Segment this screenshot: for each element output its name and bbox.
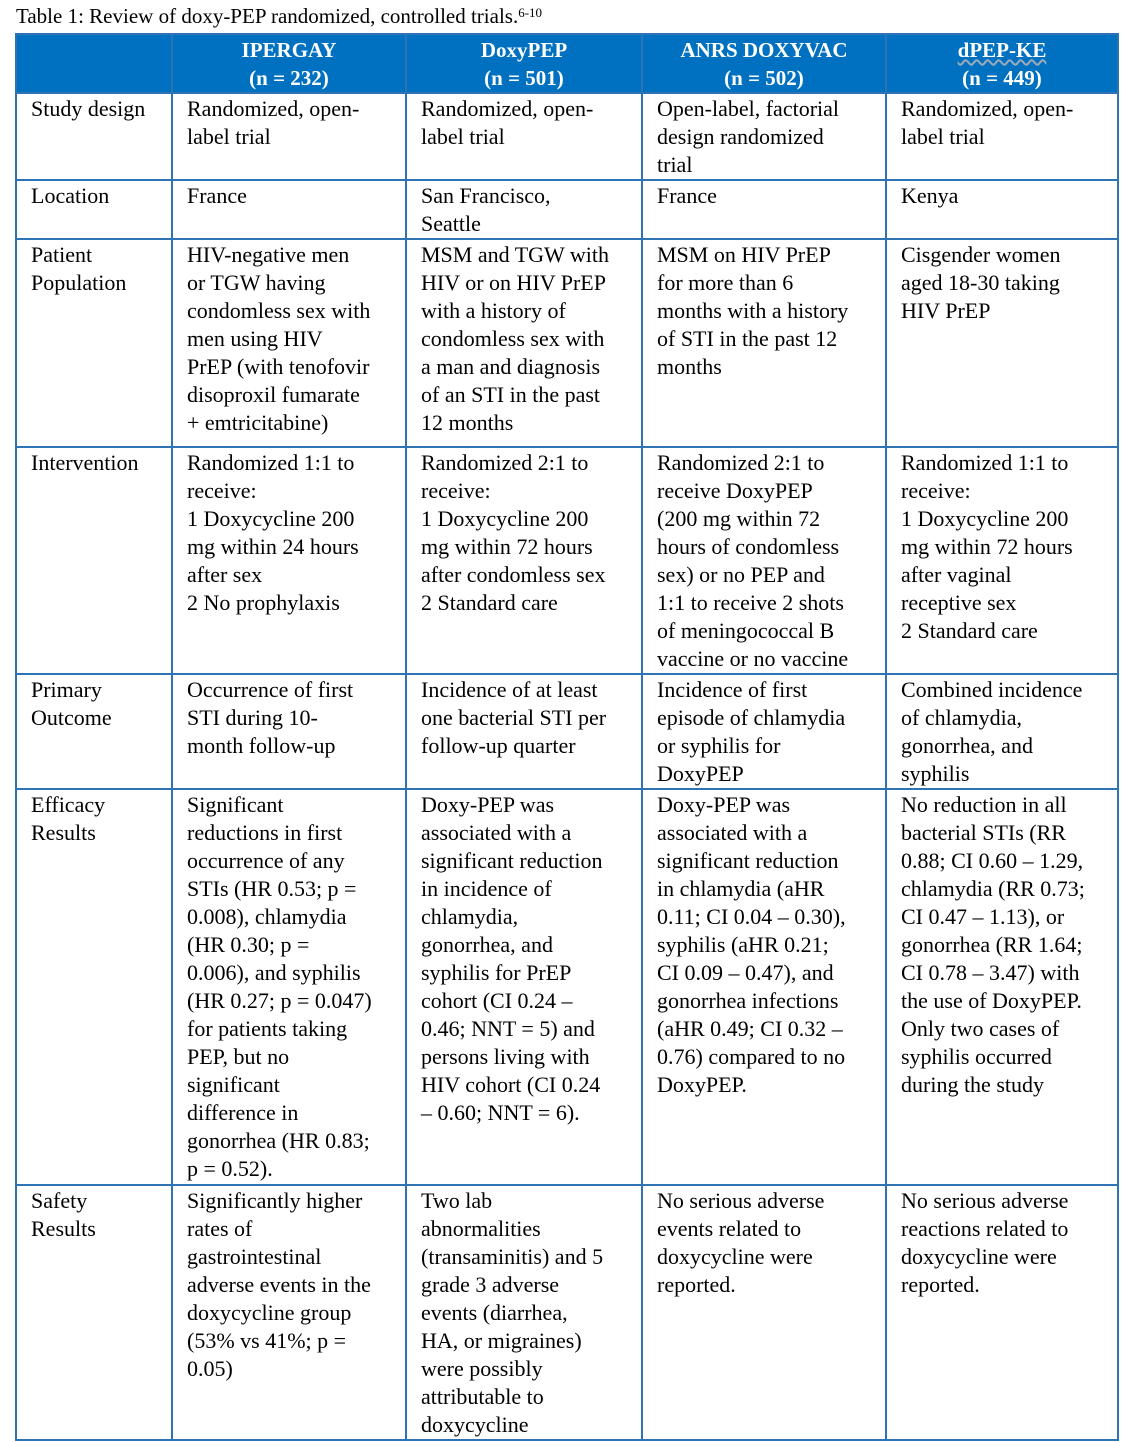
cell-line: reductions in first [187,820,343,845]
table-cell [642,789,886,1185]
cell-line: Efficacy [31,792,106,817]
table-cell [886,447,1118,674]
cell-line: gastrointestinal [187,1244,322,1269]
cell-line: (200 mg within 72 [657,506,821,531]
cell-line: condomless sex with [187,298,371,323]
cell-line: + emtricitabine) [187,410,329,435]
cell-line: MSM and TGW with [421,242,610,267]
cell-line: 0.006), and syphilis [187,960,361,985]
header-empty [16,34,172,93]
cell-line: DoxyPEP [657,761,744,786]
cell-line: Outcome [31,705,112,730]
cell-line: 0.11; CI 0.04 – 0.30), [657,904,846,929]
cell-line: 1 Doxycycline 200 [421,506,589,531]
cell-line: 0.46; NNT = 5) and [421,1016,595,1041]
cell-line: (transaminitis) and 5 [421,1244,604,1269]
cell-line: Seattle [421,211,481,236]
table-row [16,789,1118,1185]
cell-line: reported. [901,1272,980,1297]
cell-line: for patients taking [187,1016,348,1041]
cell-line: Two lab [421,1188,493,1213]
cell-line: 2 No prophylaxis [187,590,340,615]
cell-line: Study design [31,96,146,121]
cell-line: mg within 24 hours [187,534,359,559]
cell-line: Incidence of at least [421,677,598,702]
cell-line: Doxy-PEP was [657,792,791,817]
cell-line: CI 0.47 – 1.13), or [901,904,1065,929]
cell-line: gonorrhea, and [421,932,553,957]
cell-line: Incidence of first [657,677,808,702]
cell-line: – 0.60; NNT = 6). [421,1100,580,1125]
table-row [16,674,1118,789]
cell-line: Kenya [901,183,959,208]
cell-line: condomless sex with [421,326,605,351]
table-cell [642,447,886,674]
trial-name: ANRS DOXYVAC [680,38,848,62]
cell-line: Only two cases of [901,1016,1060,1041]
row-label [16,447,172,674]
cell-line: Randomized, open- [187,96,360,121]
cell-line: Results [31,820,96,845]
cell-line: Randomized 1:1 to [901,450,1069,475]
cell-line: 1 Doxycycline 200 [901,506,1069,531]
cell-line: gonorrhea (RR 1.64; [901,932,1083,957]
cell-line: Cisgender women [901,242,1061,267]
cell-line: the use of DoxyPEP. [901,988,1082,1013]
cell-line: PEP, but no [187,1044,290,1069]
row-label [16,239,172,447]
cell-line: aged 18-30 taking [901,270,1060,295]
cell-line: months with a history [657,298,849,323]
table-cell [172,180,406,239]
table-cell [886,1185,1118,1440]
cell-line: receive: [187,478,257,503]
cell-line: significant [187,1072,280,1097]
cell-line: receive: [901,478,971,503]
trials-table [15,33,1119,1441]
cell-line: PrEP (with tenofovir [187,354,370,379]
cell-line: gonorrhea infections [657,988,839,1013]
cell-line: design randomized [657,124,824,149]
cell-line: HIV or on HIV PrEP [421,270,606,295]
cell-line: of meningococcal B [657,618,835,643]
cell-line: were possibly [421,1356,543,1381]
cell-line: syphilis occurred [901,1044,1052,1069]
cell-line: receive DoxyPEP [657,478,813,503]
cell-line: significant reduction [421,848,603,873]
table-row [16,1185,1118,1440]
cell-line: men using HIV [187,326,323,351]
table-cell [886,239,1118,447]
cell-line: after vaginal [901,562,1012,587]
cell-line: persons living with [421,1044,590,1069]
cell-line: Randomized, open- [901,96,1074,121]
trial-n: (n = 502) [724,66,804,90]
row-label [16,180,172,239]
trial-name: DoxyPEP [480,38,568,62]
cell-line: HIV PrEP [901,298,991,323]
table-row [16,180,1118,239]
cell-line: Doxy-PEP was [421,792,555,817]
cell-line: months [657,354,722,379]
table-cell [642,180,886,239]
cell-line: Significantly higher [187,1188,363,1213]
trial-n: (n = 232) [249,66,329,90]
row-label [16,789,172,1185]
table-cell [406,674,642,789]
trial-n: (n = 501) [484,66,564,90]
cell-line: or syphilis for [657,733,781,758]
cell-line: STI during 10- [187,705,318,730]
cell-line: Randomized 1:1 to [187,450,355,475]
header-dpep-ke [886,34,1118,93]
cell-line: receive: [421,478,491,503]
table-cell [172,1185,406,1440]
cell-line: chlamydia, [421,904,519,929]
cell-line: receptive sex [901,590,1017,615]
cell-line: 2 Standard care [901,618,1038,643]
trial-n: (n = 449) [962,66,1042,90]
cell-line: in chlamydia (aHR [657,876,825,901]
cell-line: Occurrence of first [187,677,354,702]
table-row [16,93,1118,180]
cell-line: bacterial STIs (RR [901,820,1066,845]
cell-line: HA, or migraines) [421,1328,582,1353]
caption-citation: 6-10 [518,5,543,20]
cell-line: reported. [657,1272,736,1297]
cell-line: CI 0.09 – 0.47), and [657,960,834,985]
table-cell [172,789,406,1185]
cell-line: trial [657,152,693,177]
cell-line: associated with a [421,820,572,845]
row-label [16,93,172,180]
cell-line: doxycycline were [901,1244,1057,1269]
cell-line: grade 3 adverse [421,1272,560,1297]
cell-line: during the study [901,1072,1044,1097]
cell-line: significant reduction [657,848,839,873]
header-anrs-doxyvac [642,34,886,93]
cell-line: disoproxil fumarate [187,382,360,407]
cell-line: France [187,183,247,208]
cell-line: chlamydia (RR 0.73; [901,876,1085,901]
table-cell [172,93,406,180]
cell-line: Intervention [31,450,139,475]
cell-line: San Francisco, [421,183,551,208]
header-doxypep [406,34,642,93]
cell-line: Results [31,1216,96,1241]
cell-line: of STI in the past 12 [657,326,838,351]
cell-line: doxycycline were [657,1244,813,1269]
cell-line: after sex [187,562,263,587]
cell-line: syphilis [901,761,970,786]
cell-line: STIs (HR 0.53; p = [187,876,357,901]
cell-line: 0.88; CI 0.60 – 1.29, [901,848,1084,873]
cell-line: hours of condomless [657,534,840,559]
table-cell [886,93,1118,180]
cell-line: gonorrhea, and [901,733,1033,758]
header-row [16,34,1118,93]
cell-line: doxycycline group [187,1300,352,1325]
cell-line: of chlamydia, [901,705,1022,730]
cell-line: No reduction in all [901,792,1067,817]
cell-line: of an STI in the past [421,382,601,407]
cell-line: month follow-up [187,733,336,758]
table-cell [406,789,642,1185]
header-ipergay [172,34,406,93]
cell-line: Combined incidence [901,677,1083,702]
cell-line: (53% vs 41%; p = [187,1328,347,1353]
cell-line: Primary [31,677,102,702]
trial-name: dPEP-KE [957,38,1047,62]
cell-line: Population [31,270,127,295]
table-row [16,239,1118,447]
table-cell [172,674,406,789]
table-cell [642,1185,886,1440]
cell-line: doxycycline [421,1412,529,1437]
row-label [16,674,172,789]
cell-line: Significant [187,792,284,817]
table-cell [642,93,886,180]
trial-name: IPERGAY [241,38,337,62]
cell-line: syphilis for PrEP [421,960,572,985]
cell-line: CI 0.78 – 3.47) with [901,960,1080,985]
cell-line: mg within 72 hours [901,534,1073,559]
cell-line: MSM on HIV PrEP [657,242,831,267]
cell-line: vaccine or no vaccine [657,646,849,671]
cell-line: rates of [187,1216,253,1241]
cell-line: (aHR 0.49; CI 0.32 – [657,1016,843,1041]
cell-line: after condomless sex [421,562,606,587]
cell-line: (HR 0.30; p = [187,932,310,957]
cell-line: mg within 72 hours [421,534,593,559]
cell-line: label trial [421,124,505,149]
cell-line: gonorrhea (HR 0.83; [187,1128,370,1153]
cell-line: in incidence of [421,876,552,901]
cell-line: DoxyPEP. [657,1072,747,1097]
cell-line: 0.05) [187,1356,233,1381]
cell-line: No serious adverse [657,1188,825,1213]
cell-line: reactions related to [901,1216,1069,1241]
cell-line: events (diarrhea, [421,1300,568,1325]
cell-line: 1:1 to receive 2 shots [657,590,844,615]
cell-line: Patient [31,242,93,267]
table-cell [886,674,1118,789]
caption-text: Table 1: Review of doxy-PEP randomized, controlled trials. [16,4,519,28]
cell-line: Randomized, open- [421,96,594,121]
cell-line: syphilis (aHR 0.21; [657,932,829,957]
table-cell [406,180,642,239]
cell-line: HIV-negative men [187,242,350,267]
cell-line: Randomized 2:1 to [421,450,589,475]
table-body [16,93,1118,1440]
table-cell [406,93,642,180]
cell-line: cohort (CI 0.24 – [421,988,573,1013]
cell-line: France [657,183,717,208]
cell-line: p = 0.52). [187,1156,273,1181]
table-cell [886,789,1118,1185]
table-cell [642,239,886,447]
cell-line: 0.008), chlamydia [187,904,347,929]
cell-line: label trial [901,124,985,149]
table-caption [16,3,542,29]
table-cell [406,447,642,674]
cell-line: events related to [657,1216,802,1241]
cell-line: difference in [187,1100,299,1125]
cell-line: attributable to [421,1384,544,1409]
cell-line: adverse events in the [187,1272,371,1297]
cell-line: occurrence of any [187,848,345,873]
cell-line: Safety [31,1188,88,1213]
cell-line: Open-label, factorial [657,96,840,121]
row-label [16,1185,172,1440]
table-cell [172,239,406,447]
table-cell [886,180,1118,239]
table-cell [406,1185,642,1440]
cell-line: abnormalities [421,1216,541,1241]
cell-line: 12 months [421,410,514,435]
cell-line: (HR 0.27; p = 0.047) [187,988,372,1013]
cell-line: sex) or no PEP and [657,562,825,587]
cell-line: or TGW having [187,270,326,295]
table-cell [172,447,406,674]
cell-line: follow-up quarter [421,733,576,758]
cell-line: HIV cohort (CI 0.24 [421,1072,601,1097]
table-row [16,447,1118,674]
cell-line: episode of chlamydia [657,705,846,730]
cell-line: a man and diagnosis [421,354,601,379]
cell-line: label trial [187,124,271,149]
cell-line: 1 Doxycycline 200 [187,506,355,531]
cell-line: for more than 6 [657,270,794,295]
cell-line: Location [31,183,110,208]
cell-line: one bacterial STI per [421,705,607,730]
cell-line: Randomized 2:1 to [657,450,825,475]
cell-line: No serious adverse [901,1188,1069,1213]
cell-line: with a history of [421,298,566,323]
cell-line: 2 Standard care [421,590,558,615]
table-cell [642,674,886,789]
table-cell [406,239,642,447]
cell-line: associated with a [657,820,808,845]
cell-line: 0.76) compared to no [657,1044,846,1069]
